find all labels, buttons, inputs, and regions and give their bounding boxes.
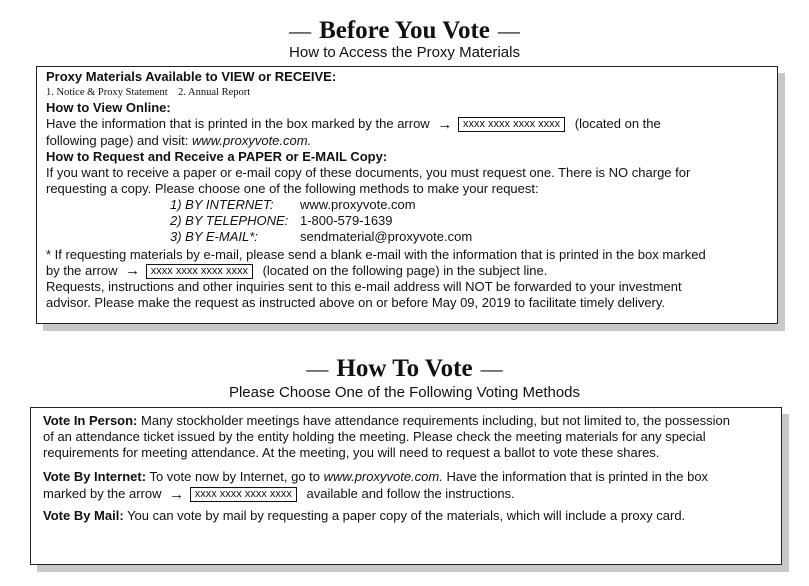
control-number-box: xxxx xxxx xxxx xxxx — [146, 264, 253, 279]
request-text-1: If you want to receive a paper or e-mail copy of these documents, you must request one. There is NO charge for — [46, 164, 691, 180]
title-dash: — — [306, 356, 329, 381]
control-number-box: xxxx xxxx xxxx xxxx — [190, 487, 297, 502]
email-note-1: * If requesting materials by e-mail, please send a blank e-mail with the information that is printed in the box marked — [46, 246, 706, 262]
how-title-text: How To Vote — [336, 355, 473, 382]
right-arrow-icon: → — [169, 485, 185, 503]
vote-in-person-text: Many stockholder meetings have attendance requirements including, but not limited to, the possession — [141, 413, 730, 428]
control-number-box: xxxx xxxx xxxx xxxx — [458, 117, 565, 132]
vote-by-mail-line — [43, 508, 773, 524]
request-methods — [170, 197, 769, 245]
how-to-vote-title — [0, 355, 809, 383]
email-note-text: by the arrow — [46, 262, 118, 278]
available-heading: Proxy Materials Available to VIEW or RECEIVE: — [46, 69, 337, 84]
method-label: 1) BY INTERNET: — [170, 196, 274, 212]
view-online-text — [46, 116, 769, 133]
title-dash: — — [497, 18, 520, 43]
proxyvote-link[interactable]: www.proxyvote.com. — [191, 132, 312, 148]
method-value[interactable]: www.proxyvote.com — [300, 196, 416, 212]
voting-methods-box — [30, 407, 782, 565]
email-note-tail: (located on the following page) in the subject line. — [262, 262, 548, 278]
right-arrow-icon: → — [437, 115, 453, 133]
method-label: 3) BY E-MAIL*: — [170, 228, 258, 244]
request-heading: How to Request and Receive a PAPER or E-MAIL Copy: — [46, 148, 388, 164]
view-online-text-2 — [46, 133, 769, 149]
before-title-text: Before You Vote — [319, 17, 490, 44]
vote-in-person-line-3: requirements for meeting attendance. At the meeting, you will need to request a ballot to vote these shares. — [43, 445, 660, 460]
vote-by-internet-line-2 — [43, 485, 773, 504]
view-text: Have the information that is printed in the box marked by the arrow — [46, 116, 430, 131]
vote-by-internet-text: marked by the arrow — [43, 486, 162, 501]
view-text-tail: (located on the — [574, 116, 661, 131]
view-text-cont: following page) and visit: — [46, 132, 189, 148]
right-arrow-icon: → — [125, 262, 141, 280]
method-telephone — [170, 213, 769, 229]
material-item: 1. Notice & Proxy Statement — [46, 87, 168, 98]
vote-by-internet-line-1 — [43, 469, 773, 485]
method-email — [170, 229, 769, 245]
request-text-2: requesting a copy. Please choose one of the following methods to make your request: — [46, 180, 539, 196]
method-internet — [170, 197, 769, 213]
method-label: 2) BY TELEPHONE: — [170, 212, 289, 228]
vote-by-internet-text: To vote now by Internet, go to — [149, 469, 321, 484]
how-to-vote-subtitle: Please Choose One of the Following Voting Methods — [228, 384, 581, 401]
vote-in-person-line-2: of an attendance ticket issued by the entity holding the meeting. Please check the meeting materials for any special — [43, 429, 706, 444]
before-you-vote-subtitle: How to Access the Proxy Materials — [289, 44, 520, 61]
title-dash: — — [289, 18, 312, 43]
vote-by-mail-text: You can vote by mail by requesting a paper copy of the materials, which will include a proxy card. — [127, 507, 686, 523]
view-online-heading: How to View Online: — [46, 100, 171, 115]
vote-by-internet-label: Vote By Internet: — [43, 469, 147, 484]
footer-note-1: Requests, instructions and other inquiries sent to this e-mail address will NOT be forwarded to your investment — [46, 279, 682, 295]
email-note-2 — [46, 263, 769, 280]
title-dash: — — [480, 356, 503, 381]
proxy-materials-box — [36, 66, 778, 324]
vote-by-internet-text-tail: Have the information that is printed in the box — [446, 469, 709, 484]
footer-note-2: advisor. Please make the request as instructed above on or before May 09, 2019 to facilitate timely delivery. — [46, 295, 666, 311]
vote-in-person-label: Vote In Person: — [43, 413, 138, 428]
materials-list — [46, 85, 769, 100]
vote-in-person-line-1 — [43, 413, 773, 429]
spacer — [43, 461, 773, 469]
vote-by-mail-label: Vote By Mail: — [43, 507, 124, 523]
method-value[interactable]: 1-800-579-1639 — [300, 212, 393, 228]
before-you-vote-title — [0, 17, 809, 45]
proxyvote-link[interactable]: www.proxyvote.com. — [323, 469, 443, 484]
method-value[interactable]: sendmaterial@proxyvote.com — [300, 228, 473, 244]
vote-by-internet-text-tail: available and follow the instructions. — [306, 486, 515, 501]
material-item: 2. Annual Report — [178, 87, 251, 98]
